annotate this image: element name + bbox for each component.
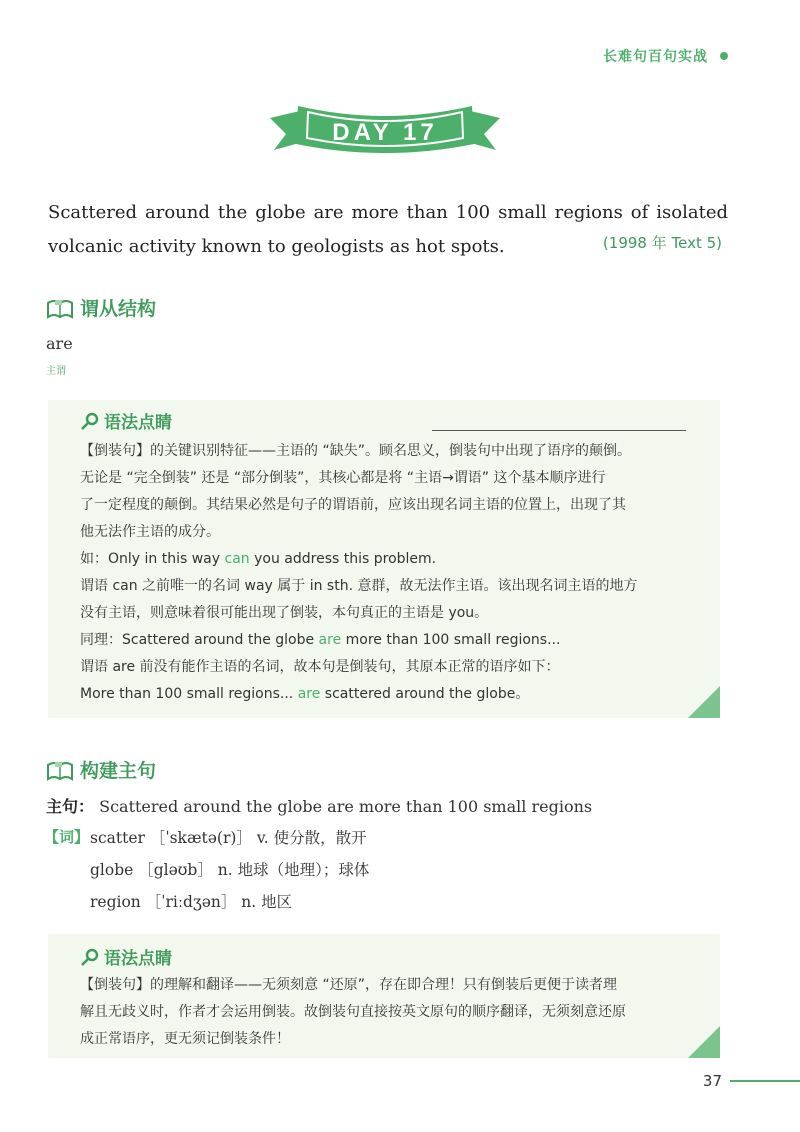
vocab-item: region ［ˈriːdʒən］ n. 地区 [90,893,293,911]
tip-line: 他无法作主语的成分。 [80,524,220,540]
page-number: 37 [702,1072,722,1090]
tip-line: 了一定程度的颠倒。其结果必然是句子的谓语前，应该出现名词主语的位置上，出现了其 [80,497,626,513]
header-dot-icon [720,52,728,60]
section-heading-1 [46,294,156,321]
tip-title-2: 语法点睛 [104,949,172,969]
main-clause-label: 主句： [46,797,95,816]
book-icon [46,759,74,781]
example-1: 如：Only in this way can you address this problem. [80,551,437,567]
running-header-title: 长难句百句实战 [603,49,708,65]
vocab-item: scatter ［ˈskætə(r)］ v. 使分散，散开 [90,829,367,847]
magnifier-icon [80,947,100,967]
tip-line: 没有主语，则意味着很可能出现了倒装，本句真正的主语是 you。 [80,605,489,621]
predicate-label: 主谓 [46,366,66,377]
tip-title-1: 语法点睛 [104,413,172,433]
page-number-rule [730,1080,800,1082]
sentence-source: (1998 年 Text 5) [602,234,722,252]
section-title-2: 构建主句 [80,760,157,782]
tip-line: 解且无歧义时，作者才会运用倒装。故倒装句直接按英文原句的顺序翻译，无须刻意还原 [80,1004,626,1020]
day-banner [270,96,500,162]
divider-line [432,430,686,431]
book-icon [46,297,74,319]
tip-line: 【倒装句】的关键识别特征——主语的 “缺失”。顾名思义，倒装句中出现了语序的颠倒。 [80,443,631,459]
day-label: DAY 17 [332,119,438,146]
example-2: 同理：Scattered around the globe are more than 100 small regions... [80,632,561,648]
vocab-label: 【词】 [44,828,90,846]
section-title-1: 谓从结构 [80,298,157,320]
tip-line: 无论是 “完全倒装” 还是 “部分倒装”，其核心都是将 “主语→谓语” 这个基本顺序进行 [80,470,606,486]
tip-body-1 [80,438,710,708]
tip-body-2 [80,972,710,1053]
main-clause-text: Scattered around the globe are more than 100 small regions [99,797,593,816]
vocab-item: globe ［gləʊb］ n. 地球（地理）；球体 [90,861,370,879]
normal-order: More than 100 small regions... are scattered around the globe。 [80,686,530,702]
tip-line: 谓语 can 之前唯一的名词 way 属于 in sth. 意群，故无法作主语。该出现名词主语的地方 [80,578,638,594]
main-clause [46,794,592,817]
tip-line: 【倒装句】的理解和翻译——无须刻意 “还原”，存在即合理！只有倒装后更便于读者理 [80,977,617,993]
example-sentence: Scattered around the globe are more than 100 small regions of isolated volcanic activity known to geologists as hot spots. [48,202,728,257]
tip-heading-2 [80,944,172,969]
section-heading-2 [46,756,156,783]
tip-heading-1 [80,408,172,433]
tip-line: 谓语 are 前没有能作主语的名词，故本句是倒装句，其原本正常的语序如下： [80,659,560,675]
predicate-word: are [46,334,73,353]
tip-line: 成正常语序，更无须记倒装条件！ [80,1031,290,1047]
magnifier-icon [80,411,100,431]
